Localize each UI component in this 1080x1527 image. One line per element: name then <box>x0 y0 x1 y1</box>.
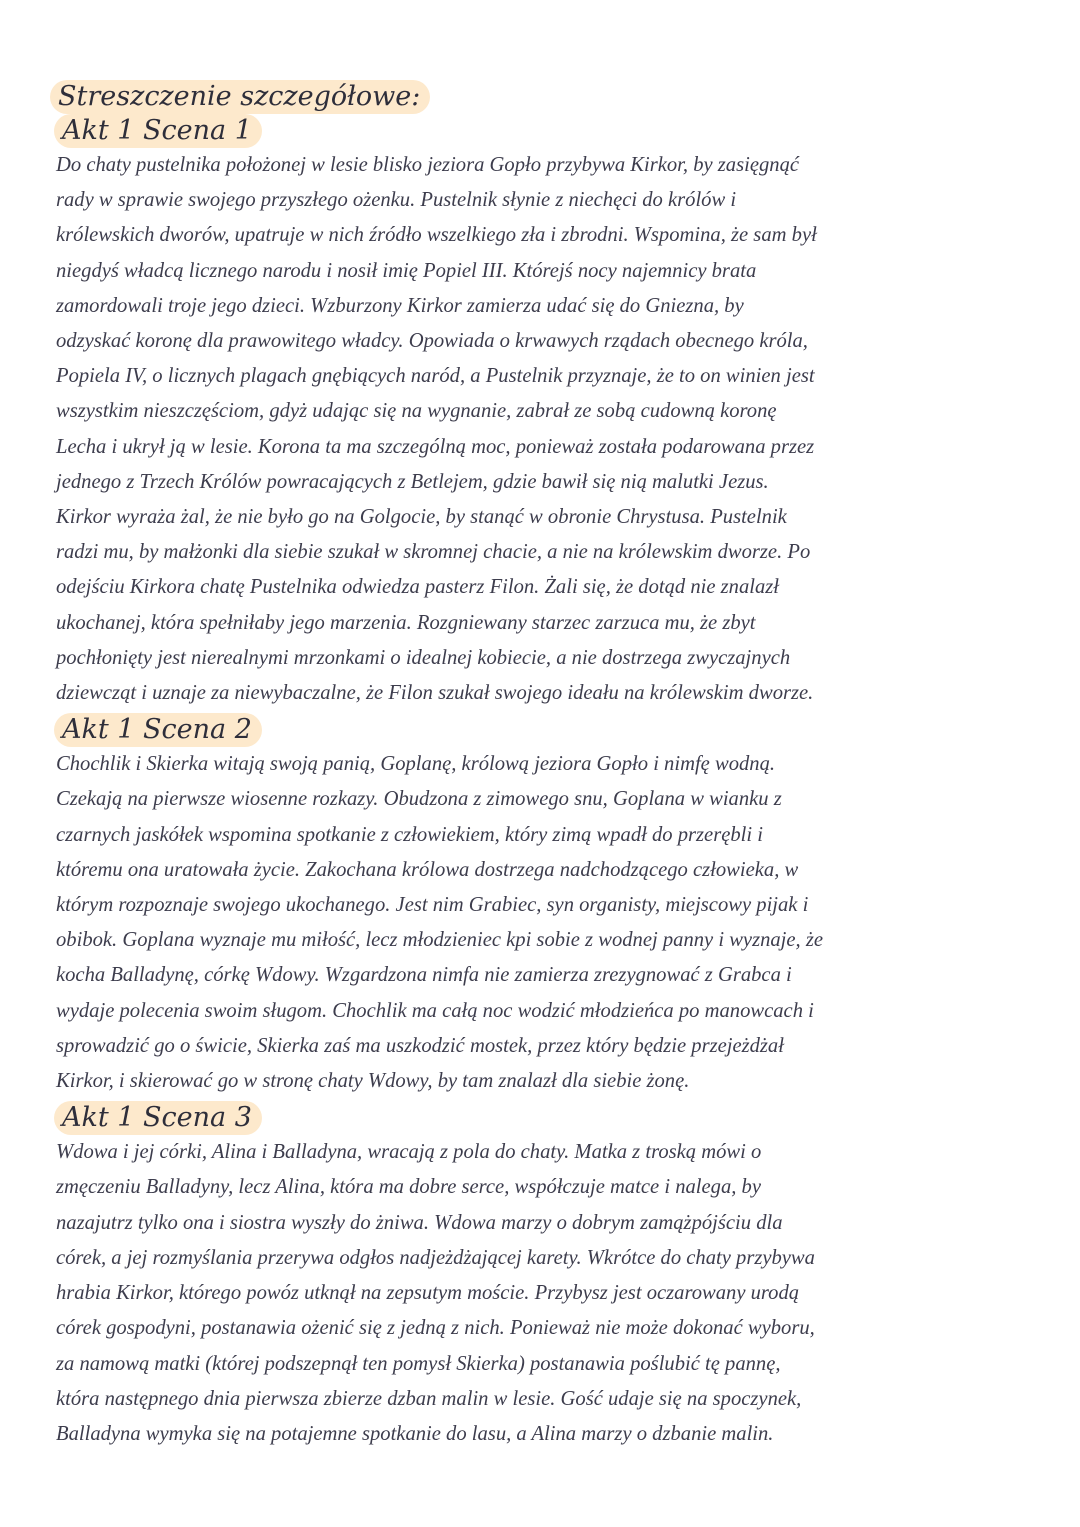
scene-paragraph <box>50 148 1022 711</box>
scene-paragraph <box>50 747 1022 1099</box>
text-line: córek, a jej rozmyślania przerywa odgłos nadjeżdżającej karety. Wkrótce do chaty przybywa <box>56 1246 815 1269</box>
text-line: rady w sprawie swojego przyszłego ożenku. Pustelnik słynie z niechęci do królów i <box>56 189 737 212</box>
text-line: któremu ona uratowała życie. Zakochana królowa dostrzega nadchodzącego człowieka, w <box>56 858 799 881</box>
text-line: hrabia Kirkor, którego powóz utknął na zepsutym moście. Przybysz jest oczarowany urodą <box>56 1282 800 1305</box>
section-act1-scene3 <box>50 1101 1022 1452</box>
scene-heading: Akt 1 Scena 2 <box>54 713 262 747</box>
text-line: Lecha i ukrył ją w lesie. Korona ta ma szczególną moc, ponieważ została podarowana przez <box>56 435 815 458</box>
text-line: Chochlik i Skierka witają swoją panią, Goplanę, królową jeziora Gopło i nimfę wodną. <box>56 753 776 776</box>
text-line: Do chaty pustelnika położonej w lesie blisko jeziora Gopło przybywa Kirkor, by zasięgnąć <box>56 154 800 176</box>
text-line: Wdowa i jej córki, Alina i Balladyna, wracają z pola do chaty. Matka z troską mówi o <box>56 1141 762 1164</box>
text-line: czarnych jaskółek wspomina spotkanie z człowiekiem, który zimą wpadł do przerębli i <box>56 823 763 846</box>
text-line: niegdyś władcą licznego narodu i nosił imię Popiel III. Którejś nocy najemnicy brata <box>56 259 757 282</box>
text-line: Kirkor, i skierować go w stronę chaty Wdowy, by tam znalazł dla siebie żonę. <box>56 1070 690 1093</box>
summary-title: Streszczenie szczegółowe: <box>50 80 430 114</box>
text-line: odzyskać koronę dla prawowitego władcy. Opowiada o krwawych rządach obecnego króla, <box>56 330 808 353</box>
scene-paragraph <box>50 1135 1022 1452</box>
text-line: zmęczeniu Balladyny, lecz Alina, która ma dobre serce, współczuje matce i nalega, by <box>56 1176 761 1199</box>
text-line: Popiela IV, o licznych plagach gnębiących naród, a Pustelnik przyznaje, że to on winien jest <box>56 365 815 388</box>
text-line: obibok. Goplana wyznaje mu miłość, lecz młodzieniec kpi sobie z wodnej panny i wyznaje, że <box>56 929 823 952</box>
text-line: dziewcząt i uznaje za niewybaczalne, że Filon szukał swojego ideału na królewskim dworze. <box>56 682 814 705</box>
section-act1-scene2 <box>50 713 1022 1099</box>
text-line: kocha Balladynę, córkę Wdowy. Wzgardzona nimfa nie zamierza zrezygnować z Grabca i <box>56 964 792 987</box>
text-line: radzi mu, by małżonki dla siebie szukał w skromnej chacie, a nie na królewskim dworze. Po <box>56 541 811 564</box>
text-line: sprowadzić go o świcie, Skierka zaś ma uszkodzić mostek, przez który będzie przejeżdżał <box>56 1034 784 1057</box>
text-line: królewskich dworów, upatruje w nich źródło wszelkiego zła i zbrodni. Wspomina, że sam był <box>56 224 817 247</box>
section-act1-scene1 <box>50 114 1022 711</box>
text-line: nazajutrz tylko ona i siostra wyszły do żniwa. Wdowa marzy o dobrym zamążpójściu dla <box>56 1211 783 1234</box>
text-line: Kirkor wyraża żal, że nie było go na Golgocie, by stanąć w obronie Chrystusa. Pustelnik <box>56 506 787 529</box>
text-line: która następnego dnia pierwsza zbierze dzban malin w lesie. Gość udaje się na spoczynek, <box>56 1387 802 1410</box>
text-line: ukochanej, która spełniłaby jego marzenia. Rozgniewany starzec zarzuca mu, że zbyt <box>56 611 756 634</box>
text-line: wszystkim nieszczęściom, gdyż udając się na wygnanie, zabrał ze sobą cudowną koronę <box>56 400 777 423</box>
text-line: Balladyna wymyka się na potajemne spotkanie do lasu, a Alina marzy o dzbanie malin. <box>56 1422 774 1445</box>
text-line: Czekają na pierwsze wiosenne rozkazy. Obudzona z zimowego snu, Goplana w wianku z <box>56 788 782 811</box>
text-line: pochłonięty jest nierealnymi mrzonkami o idealnej kobiecie, a nie dostrzega zwyczajnych <box>56 646 791 669</box>
text-line: wydaje polecenia swoim sługom. Chochlik ma całą noc wodzić młodzieńca po manowcach i <box>56 999 814 1022</box>
text-line: córek gospodyni, postanawia ożenić się z jedną z nich. Ponieważ nie może dokonać wyboru, <box>56 1317 815 1340</box>
scene-heading: Akt 1 Scena 1 <box>54 114 262 148</box>
text-line: zamordowali troje jego dzieci. Wzburzony Kirkor zamierza udać się do Gniezna, by <box>56 294 744 317</box>
text-line: jednego z Trzech Królów powracających z Betlejem, gdzie bawił się nią malutki Jezus. <box>56 470 769 493</box>
scene-heading: Akt 1 Scena 3 <box>54 1101 262 1135</box>
text-line: odejściu Kirkora chatę Pustelnika odwiedza pasterz Filon. Żali się, że dotąd nie znalazł <box>56 576 780 599</box>
text-line: za namową matki (której podszepnął ten pomysł Skierka) postanawia poślubić tę pannę, <box>56 1352 781 1375</box>
text-line: którym rozpoznaje swojego ukochanego. Jest nim Grabiec, syn organisty, miejscowy pijak i <box>56 894 809 917</box>
